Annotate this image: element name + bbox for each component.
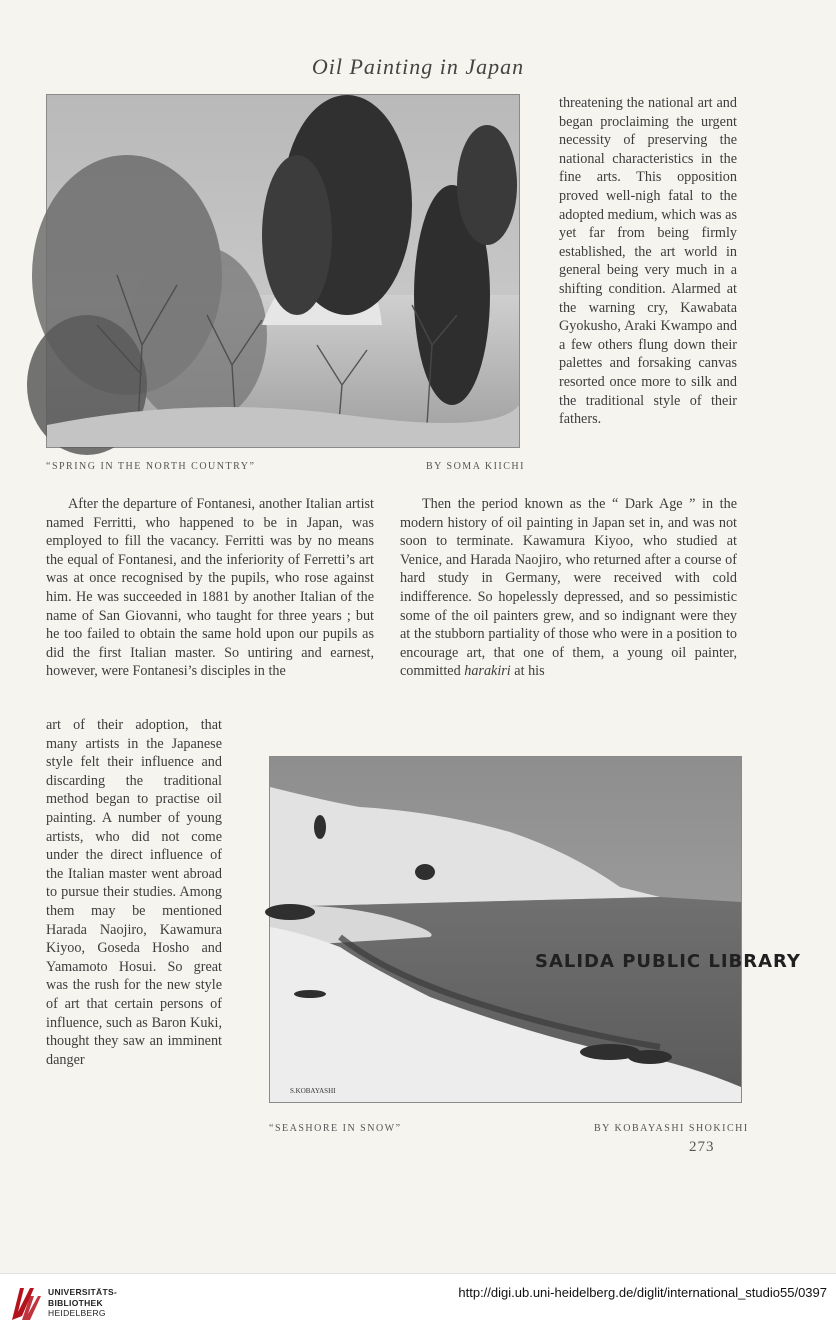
caption-bottom-artist: BY KOBAYASHI SHOKICHI (594, 1123, 749, 1134)
university-library-name[interactable] (48, 1287, 117, 1319)
paragraph (400, 495, 737, 681)
painter-signature: S.KOBAYASHI (290, 1087, 336, 1095)
painting-spring-north-country (47, 95, 519, 447)
paragraph: art of their adoption, that many artists in the Japanese style felt their influence and discarding the traditional method began to practise oil painting. A number of young artists, who did not come under the direct influence of the Italian master went abroad to pursue their studies. Among them may be mentioned Harada Naojiro, Kawamura Kiyoo, Goseda Hosho and Yamamoto Hosui. So great was the rush for the new style of art that certain persons of influence, such as Baron Kuki, thought they saw an imminent danger (46, 717, 222, 1068)
page-number: 273 (689, 1139, 715, 1155)
paragraph-text: at his (510, 663, 545, 680)
painting-seashore-in-snow (270, 757, 801, 1102)
text-left-para (46, 495, 374, 681)
paragraph: After the departure of Fontanesi, another Italian artist named Ferritti, who happened to be in Japan, was employed to fill the vacancy. Ferritti was by no means the equal of Fontanesi, and the inferiority of Ferretti’s art was at once recognised by the pupils, who rose against him. He was succeeded in 1881 by another Italian of the name of San Giovanni, who taught for three years ; but he too failed to obtain the same hold upon our pupils as did the first Italian master. So untiring and earnest, however, were Fontanesi’s disciples in the (46, 496, 374, 680)
logo-line: BIBLIOTHEK (48, 1297, 103, 1308)
plate-seashore-in-snow (269, 756, 801, 1103)
caption-top-title: “SPRING IN THE NORTH COUNTRY” (46, 461, 256, 472)
text-right-top (559, 94, 737, 429)
paragraph: threatening the national art and began proclaiming the urgent necessity of preserving the national characteristics in the fine arts. This opposition proved well-nigh fatal to the adopted medium, which was as yet far from being firmly established, the art world in general being very much in a shifting condition. Alarmed at the warning cry, Kawabata Gyokusho, Araki Kwampo and a few others flung down their palettes and forsaking canvas resorted once more to silk and the traditional style of their fathers. (559, 95, 737, 428)
logo-line: HEIDELBERG (48, 1308, 106, 1318)
running-header: Oil Painting in Japan (311, 54, 525, 79)
university-library-logo-icon[interactable] (8, 1284, 42, 1324)
italic-term: harakiri (464, 663, 511, 680)
library-stamp: SALIDA PUBLIC LIBRARY (535, 951, 801, 972)
paragraph-text: Then the period known as the “ Dark Age ” in the modern history of oil painting in Japan set in, and was not soon to terminate. Kawamura Kiyoo, who studied at Venice, and Harada Naojiro, who returned after a course of hard study in Germany, were received with cold indifference. So hopelessly depressed, and so pessimistic some of the oil painters grew, and so indignant were they at the stubborn partiality of those who were in a position to encourage art, that one of them, a young oil painter, committed (400, 496, 737, 680)
plate-spring-north-country (46, 94, 520, 448)
caption-top-artist: BY SOMA KIICHI (426, 461, 525, 472)
footer-bar (0, 1273, 836, 1332)
permalink-url[interactable]: http://digi.ub.uni-heidelberg.de/diglit/international_studio55/0397 (458, 1285, 827, 1300)
caption-bottom-title: “SEASHORE IN SNOW” (269, 1123, 402, 1134)
logo-line: UNIVERSITÄTS- (48, 1287, 118, 1297)
text-right-para (400, 495, 737, 681)
text-left-narrow (46, 716, 222, 1069)
